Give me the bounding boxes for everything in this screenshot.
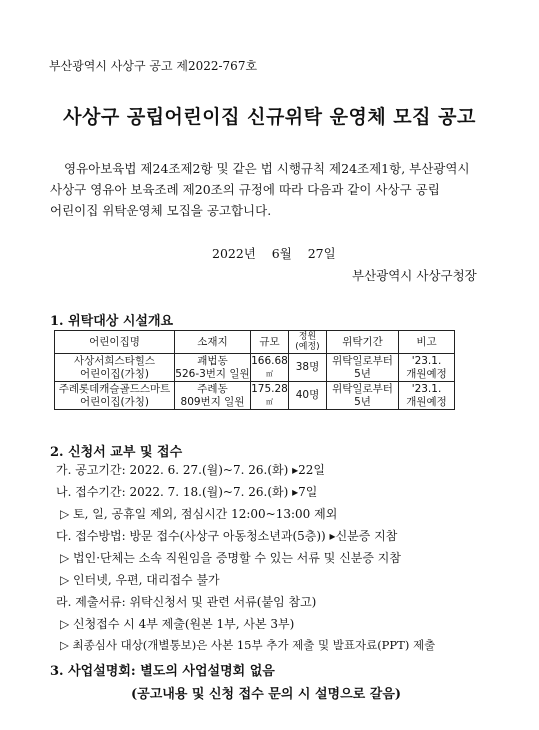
- section-3-note: (공고내용 및 신청 접수 문의 시 설명으로 갈음): [131, 687, 402, 702]
- cell-period: 위탁일로부터 5년: [327, 382, 399, 410]
- column-header-capacity: 정원 (예정): [289, 331, 327, 354]
- list-item: 가. 공고기간: 2022. 6. 27.(월)~7. 26.(화) ▸22일: [56, 463, 325, 477]
- cell-capacity: 38명: [289, 354, 327, 382]
- facility-table: [54, 330, 455, 410]
- list-item: 다. 접수방법: 방문 접수(사상구 아동청소년과(5층)) ▸신분증 지참: [56, 529, 398, 543]
- section-1-heading: 1. 위탁대상 시설개요: [50, 314, 174, 329]
- section-3-heading: 3. 사업설명회: 별도의 사업설명회 없음: [50, 664, 275, 679]
- intro-line: 사상구 영유아 보육조례 제20조의 규정에 따라 다음과 같이 사상구 공립: [50, 182, 440, 197]
- cell-size: 166.68 ㎡: [251, 354, 289, 382]
- intro-paragraph: [50, 158, 495, 221]
- intro-line: 어린이집 위탁운영체 모집을 공고합니다.: [50, 203, 272, 218]
- list-item: ▷ 최종심사 대상(개별통보)은 사본 15부 추가 제출 및 발표자료(PPT) 제출: [60, 638, 436, 652]
- section-2-heading: 2. 신청서 교부 및 접수: [50, 445, 183, 460]
- list-item: ▷ 법인·단체는 소속 직원임을 증명할 수 있는 서류 및 신분증 지참: [60, 551, 401, 565]
- notice-number: 부산광역시 사상구 공고 제2022-767호: [49, 59, 258, 73]
- column-header-name: 어린이집명: [55, 331, 175, 354]
- cell-name: 사상서희스타힐스 어린이집(가칭): [55, 354, 175, 382]
- list-item: ▷ 토, 일, 공휴일 제외, 점심시간 12:00~13:00 제외: [60, 507, 338, 521]
- column-header-address: 소재지: [175, 331, 251, 354]
- table-header-row: [55, 331, 455, 354]
- list-item: 나. 접수기간: 2022. 7. 18.(월)~7. 26.(화) ▸7일: [56, 485, 318, 499]
- cell-address: 주례동 809번지 일원: [175, 382, 251, 410]
- table-row: [55, 382, 455, 410]
- column-header-period: 위탁기간: [327, 331, 399, 354]
- page-title: 사상구 공립어린이집 신규위탁 운영체 모집 공고: [63, 106, 476, 128]
- list-item: ▷ 인터넷, 우편, 대리접수 불가: [60, 573, 220, 587]
- cell-name: 주례롯데캐슬골드스마트 어린이집(가칭): [55, 382, 175, 410]
- intro-line: 영유아보육법 제24조제2항 및 같은 법 시행규칙 제24조제1항, 부산광역시: [64, 161, 470, 176]
- cell-address: 괘법동 526-3번지 일원: [175, 354, 250, 380]
- column-header-note: 비고: [399, 331, 455, 354]
- list-item: 라. 제출서류: 위탁신청서 및 관련 서류(붙임 참고): [56, 595, 317, 609]
- table-row: [55, 354, 455, 382]
- cell-note: '23.1. 개원예정: [399, 354, 455, 382]
- cell-size: 175.28 ㎡: [251, 382, 289, 410]
- column-header-size: 규모: [251, 331, 289, 354]
- issuer: 부산광역시 사상구청장: [352, 268, 477, 283]
- cell-note: '23.1. 개원예정: [399, 382, 455, 410]
- cell-capacity: 40명: [289, 382, 327, 410]
- notice-date: 2022년 6월 27일: [212, 246, 336, 261]
- cell-period: 위탁일로부터 5년: [327, 354, 399, 382]
- list-item: ▷ 신청접수 시 4부 제출(원본 1부, 사본 3부): [60, 617, 295, 631]
